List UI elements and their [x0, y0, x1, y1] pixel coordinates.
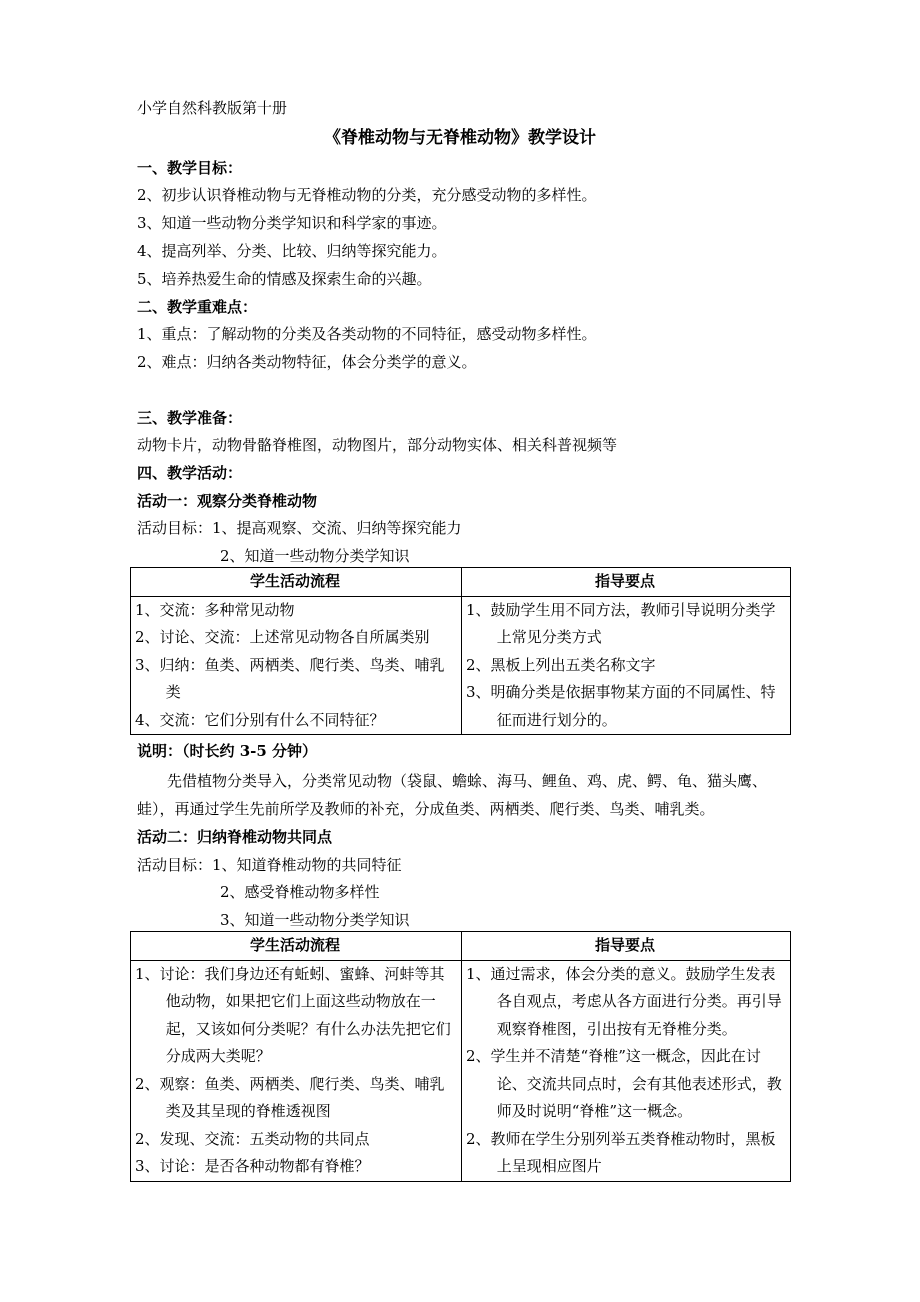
- keypoint-item: 1、重点：了解动物的分类及各类动物的不同特征，感受动物多样性。: [137, 325, 597, 343]
- activity2-goal: 2、感受脊椎动物多样性: [220, 883, 380, 901]
- activity2-goal: 活动目标：1、知道脊椎动物的共同特征: [137, 856, 402, 874]
- goal-item: 3、知道一些动物分类学知识和科学家的事迹。: [137, 214, 447, 232]
- list-item: 1、通过需求，体会分类的意义。鼓励学生发表各自观点，考虑从各方面进行分类。再引导观察脊椎图，引出按有无脊椎分类。: [466, 964, 782, 1038]
- list-item: 3、讨论：是否各种动物都有脊椎？: [135, 1157, 370, 1175]
- list-item: 2、黑板上列出五类名称文字: [466, 655, 656, 674]
- student-cell: [131, 960, 462, 1181]
- section-heading-keypoints: 二、教学重难点：: [137, 298, 258, 316]
- activity2-goal: 3、知道一些动物分类学知识: [220, 911, 410, 929]
- activity1-table: [130, 567, 791, 735]
- list-item: 3、归纳：鱼类、两栖类、爬行类、鸟类、哺乳类: [135, 655, 445, 701]
- guide-cell: [462, 960, 791, 1181]
- list-item: 1、讨论：我们身边还有蚯蚓、蜜蜂、河蚌等其他动物，如果把它们上面这些动物放在一起，又该如何分类呢？有什么办法先把它们分成两大类呢？: [135, 964, 451, 1065]
- column-header-student: 学生活动流程: [131, 932, 462, 961]
- subtitle: 小学自然科教版第十册: [137, 99, 288, 117]
- list-item: 3、明确分类是依据事物某方面的不同属性、特征而进行划分的。: [466, 683, 776, 729]
- list-item: 2、教师在学生分别列举五类脊椎动物时，黑板上呈现相应图片: [466, 1129, 776, 1175]
- column-header-guide: 指导要点: [462, 568, 791, 597]
- list-item: 1、交流：多种常见动物: [135, 600, 295, 619]
- note-paragraph: 先借植物分类导入，分类常见动物（袋鼠、蟾蜍、海马、鲤鱼、鸡、虎、鳄、龟、猫头鹰、蛙），再通过学生先前所学及教师的补充，分成鱼类、两栖类、爬行类、鸟类、哺乳类。: [137, 772, 768, 818]
- list-item: 2、观察：鱼类、两栖类、爬行类、鸟类、哺乳类及其呈现的脊椎透视图: [135, 1074, 445, 1120]
- list-item: 4、交流：它们分别有什么不同特征？: [135, 710, 385, 729]
- page-title: 《脊椎动物与无脊椎动物》教学设计: [324, 128, 596, 148]
- activity1-goal: 2、知道一些动物分类学知识: [220, 547, 410, 565]
- goal-item: 2、初步认识脊椎动物与无脊椎动物的分类，充分感受动物的多样性。: [137, 186, 597, 204]
- column-header-guide: 指导要点: [462, 932, 791, 961]
- goal-item: 4、提高列举、分类、比较、归纳等探究能力。: [137, 242, 447, 260]
- list-item: 1、鼓励学生用不同方法，教师引导说明分类学上常见分类方式: [466, 600, 776, 646]
- column-header-student: 学生活动流程: [131, 568, 462, 597]
- list-item: 2、学生并不清楚“脊椎”这一概念，因此在讨论、交流共同点时，会有其他表述形式，教师及时说明“脊椎”这一概念。: [466, 1047, 782, 1120]
- preparation-text: 动物卡片，动物骨骼脊椎图，动物图片，部分动物实体、相关科普视频等: [137, 436, 618, 454]
- guide-cell: [462, 596, 791, 735]
- activity1-heading: 活动一：观察分类脊椎动物: [137, 492, 318, 510]
- activity1-goal: 活动目标：1、提高观察、交流、归纳等探究能力: [137, 519, 462, 537]
- list-item: 2、讨论、交流：上述常见动物各自所属类别: [135, 628, 430, 646]
- note-heading: 说明：（时长约 3-5 分钟）: [137, 742, 318, 760]
- section-heading-goals: 一、教学目标：: [137, 159, 243, 177]
- keypoint-item: 2、难点：归纳各类动物特征，体会分类学的意义。: [137, 353, 477, 371]
- section-heading-activities: 四、教学活动：: [137, 464, 243, 482]
- section-heading-preparation: 三、教学准备：: [137, 409, 243, 427]
- goal-item: 5、培养热爱生命的情感及探索生命的兴趣。: [137, 270, 432, 288]
- activity2-heading: 活动二：归纳脊椎动物共同点: [137, 828, 333, 846]
- list-item: 2、发现、交流：五类动物的共同点: [135, 1129, 370, 1148]
- activity2-table: [130, 931, 791, 1182]
- student-cell: [131, 596, 462, 735]
